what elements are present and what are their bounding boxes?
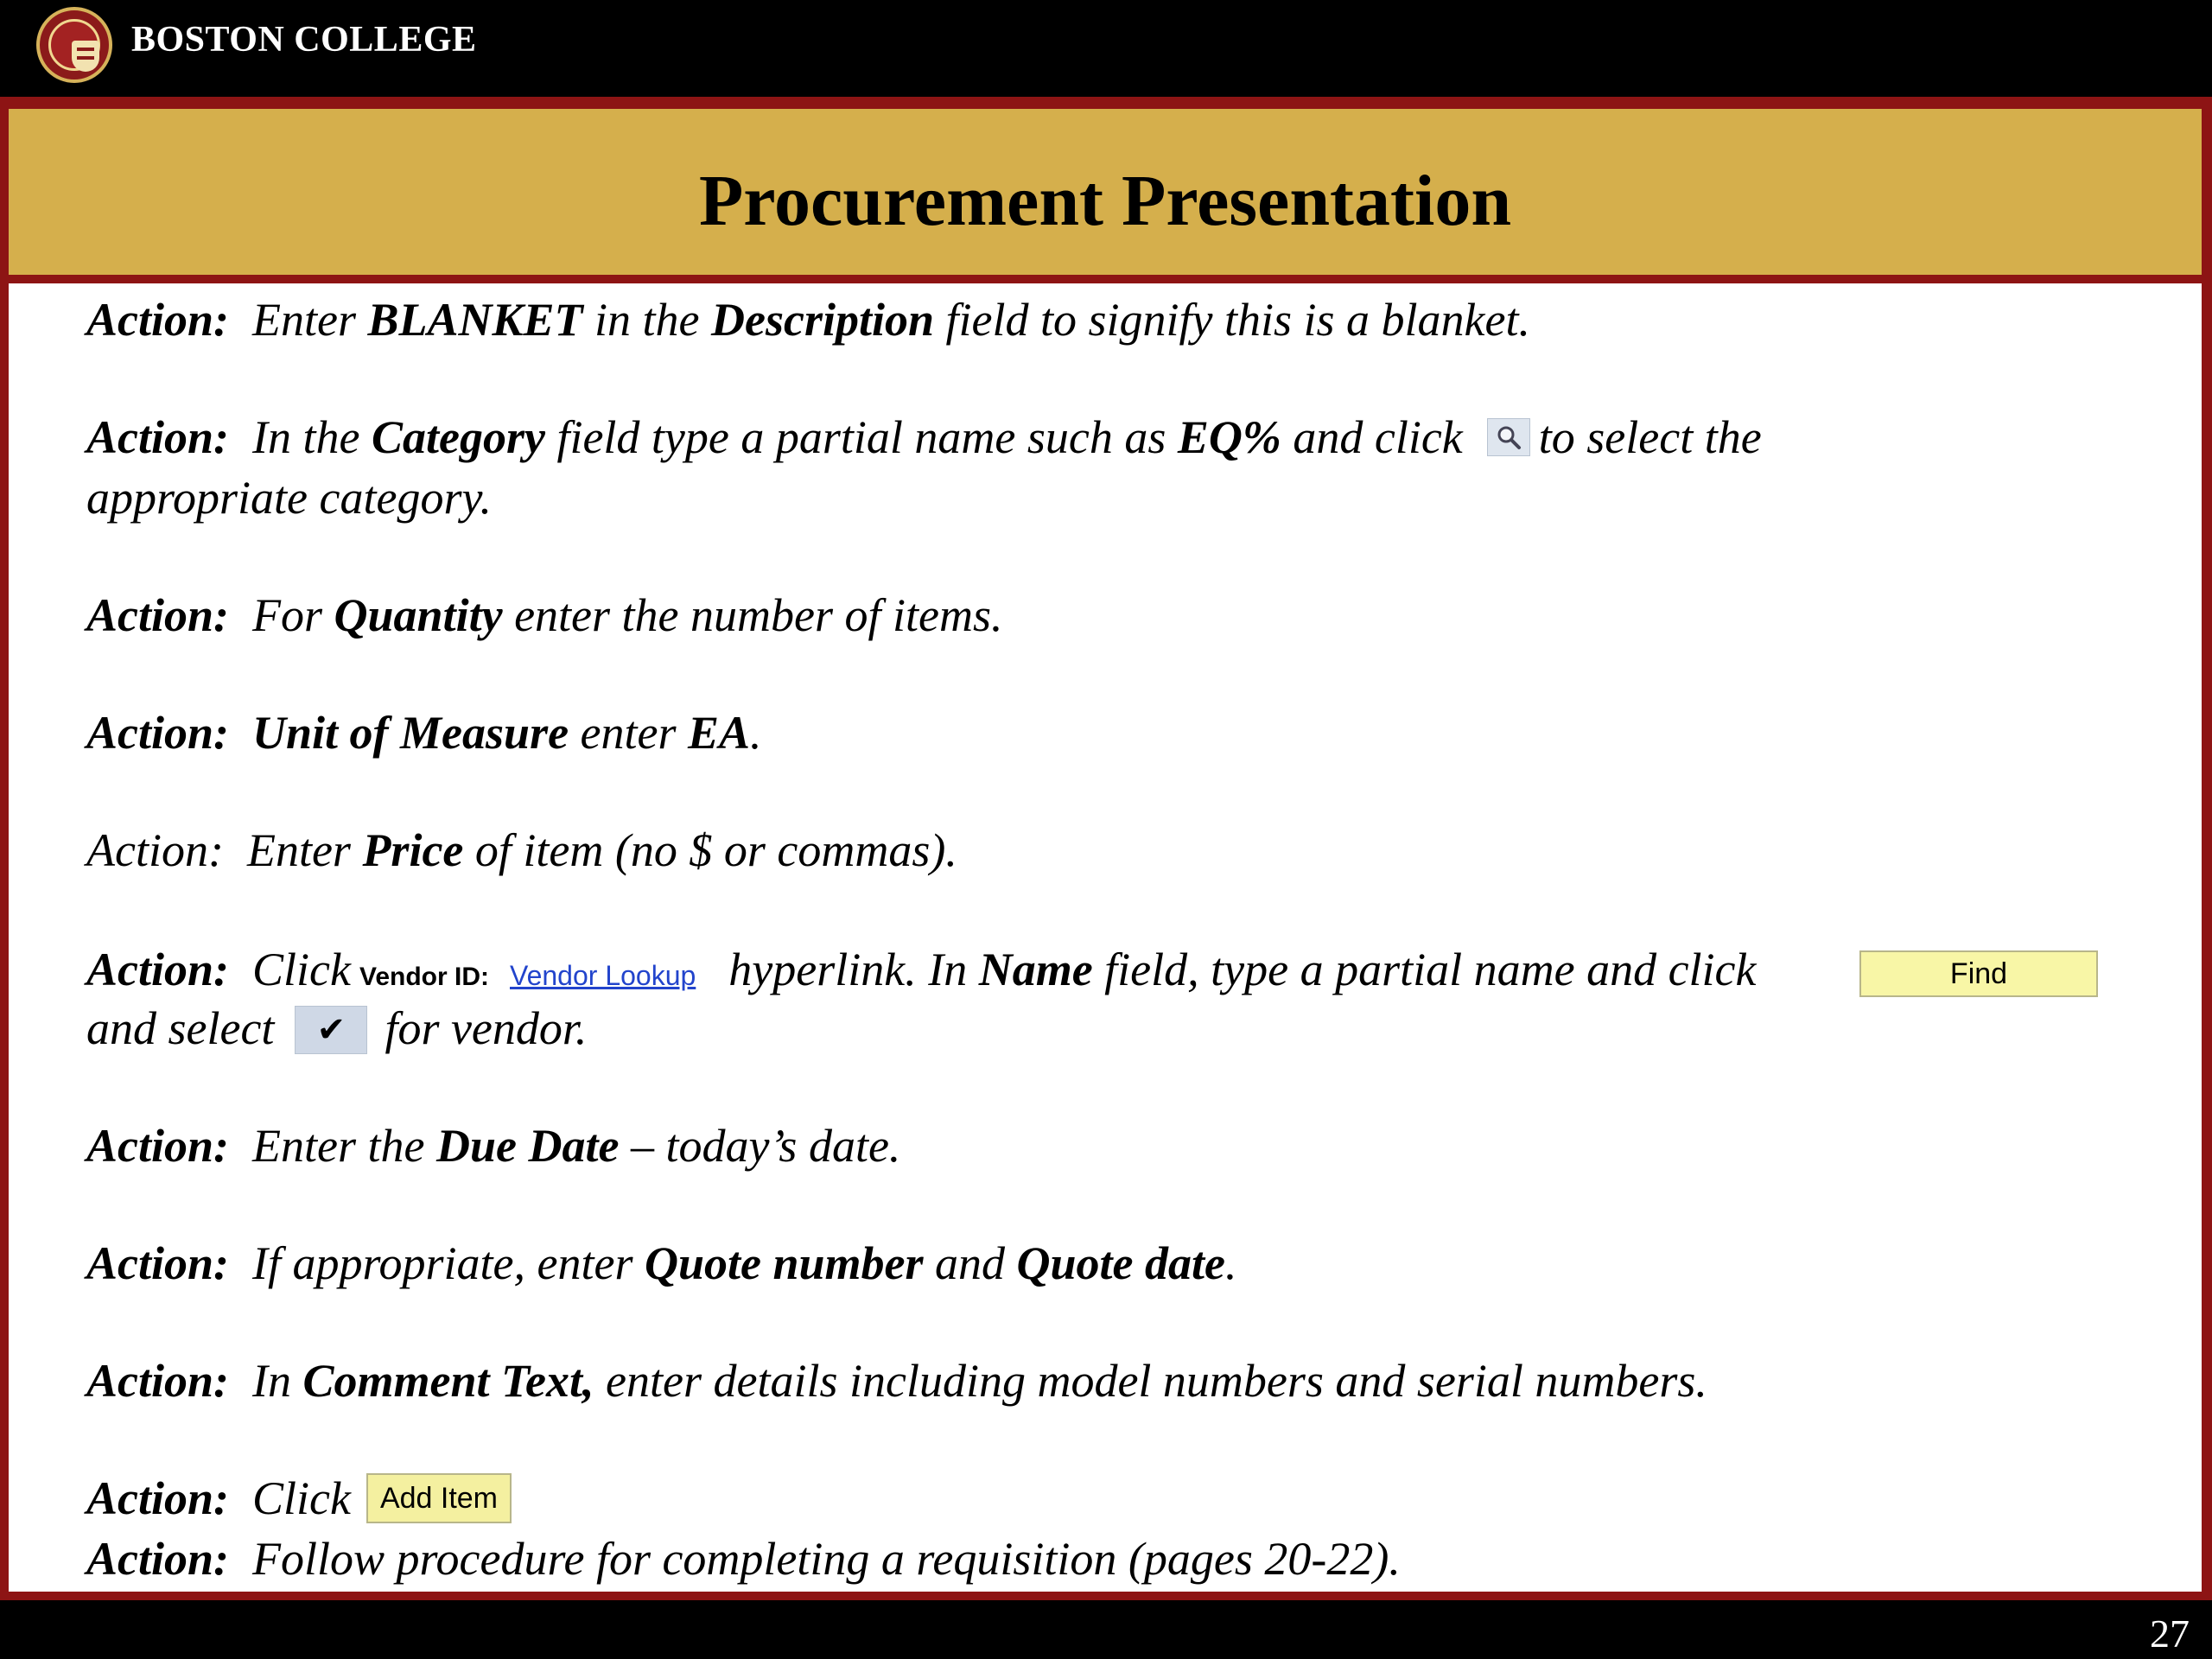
vendor-lookup-link[interactable]: Vendor Lookup <box>510 960 696 991</box>
action-vendor-line2: and select ✔ for vendor. <box>86 1002 588 1054</box>
page-number: 27 <box>2150 1611 2190 1656</box>
action-unit-of-measure: Action: Unit of Measure enter EA. <box>86 707 762 759</box>
boston-college-seal-icon <box>36 7 112 83</box>
action-quote: Action: If appropriate, enter Quote number and Quote date. <box>86 1237 1237 1289</box>
action-category-line2: appropriate category. <box>86 472 492 524</box>
action-due-date: Action: Enter the Due Date – today’s date. <box>86 1120 901 1172</box>
slide-title: Procurement Presentation <box>698 161 1512 241</box>
title-banner <box>9 109 2202 275</box>
add-item-button[interactable]: Add Item <box>366 1473 512 1523</box>
find-button[interactable]: Find <box>1859 950 2098 997</box>
top-bar <box>0 0 2212 97</box>
action-comment-text: Action: In Comment Text, enter details including model numbers and serial numbers. <box>86 1355 1707 1407</box>
action-description: Action: Enter BLANKET in the Description field to signify this is a blanket. <box>86 294 1530 346</box>
action-category: Action: In the Category field type a partial name such as EQ% and click to select the <box>86 411 1762 463</box>
magnifier-icon[interactable] <box>1487 418 1530 456</box>
action-price: Action: Enter Price of item (no $ or commas). <box>86 824 957 876</box>
action-follow-procedure: Action: Follow procedure for completing a requisition (pages 20-22). <box>86 1533 1401 1585</box>
action-quantity: Action: For Quantity enter the number of items. <box>86 589 1003 641</box>
checkmark-icon[interactable]: ✔ <box>295 1006 367 1054</box>
vendor-id-label: Vendor ID: <box>359 963 489 991</box>
college-name: BOSTON COLLEGE <box>131 20 477 60</box>
action-add-item: Action: Click Add Item <box>86 1469 512 1529</box>
action-vendor: Action: Click Vendor ID: Vendor Lookup hyperlink. In Name field, type a partial name and click <box>86 944 1757 995</box>
